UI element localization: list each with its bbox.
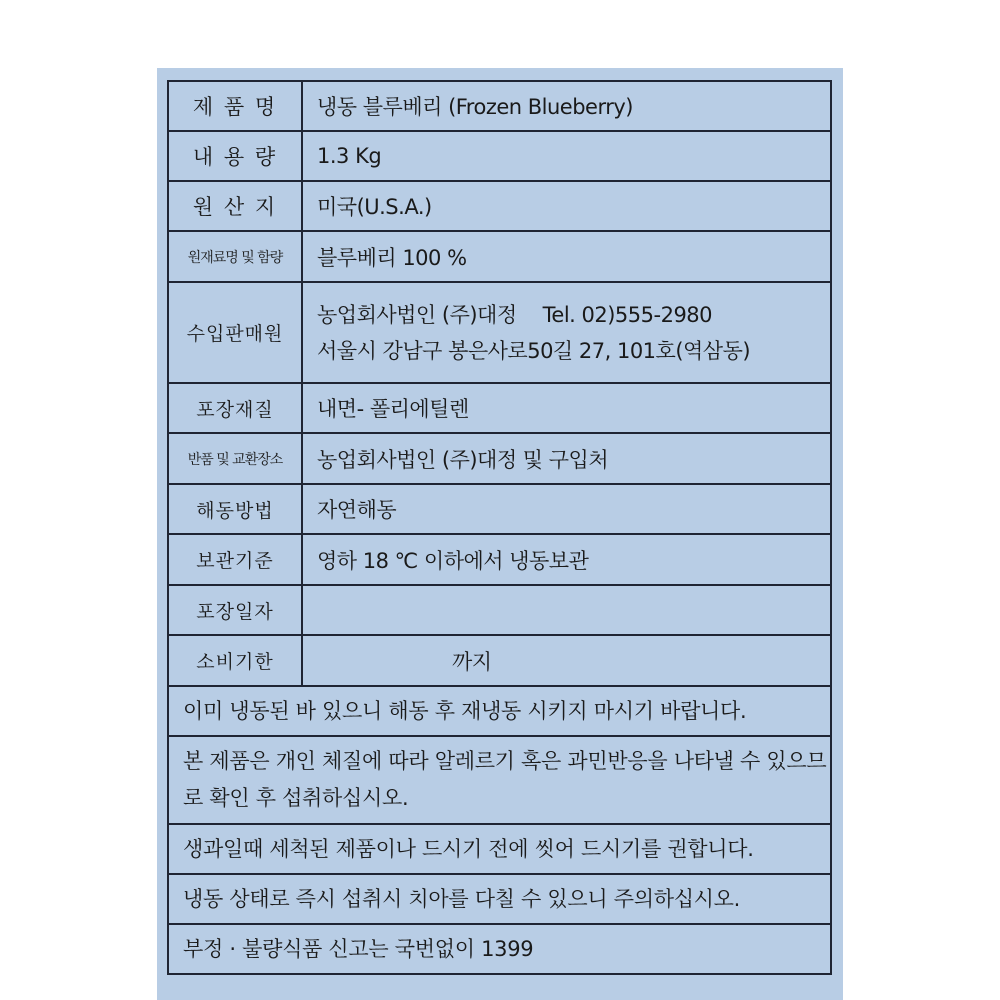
origin-label: 원 산 지 — [168, 181, 302, 231]
notice-report: 부정 · 불량식품 신고는 국번없이 1399 — [168, 924, 831, 974]
notice-refreeze: 이미 냉동된 바 있으니 해동 후 재냉동 시키지 마시기 바랍니다. — [168, 686, 831, 736]
table-row — [168, 585, 831, 635]
thaw-method-label: 해동방법 — [168, 484, 302, 534]
product-name-value: 냉동 블루베리 (Frozen Blueberry) — [302, 81, 831, 131]
pack-date-label: 포장일자 — [168, 585, 302, 635]
importer-value — [302, 282, 831, 383]
origin-value: 미국(U.S.A.) — [302, 181, 831, 231]
table-row — [168, 433, 831, 484]
table-row — [168, 874, 831, 924]
product-name-label: 제 품 명 — [168, 81, 302, 131]
expiry-value — [302, 635, 831, 686]
ingredients-value: 블루베리 100 % — [302, 231, 831, 282]
notice-allergy: 본 제품은 개인 체질에 따라 알레르기 혹은 과민반응을 나타낼 수 있으므로 확인 후 섭취하십시오. — [168, 736, 831, 824]
storage-label: 보관기준 — [168, 534, 302, 585]
importer-tel: Tel. 02)555-2980 — [542, 302, 713, 327]
table-row — [168, 534, 831, 585]
expiry-label: 소비기한 — [168, 635, 302, 686]
packaging-value: 내면- 폴리에틸렌 — [302, 383, 831, 433]
importer-address: 서울시 강남구 봉은사로50길 27, 101호(역삼동) — [317, 338, 751, 363]
table-row — [168, 686, 831, 736]
importer-company: 농업회사법인 (주)대정 — [317, 302, 517, 327]
net-weight-label: 내 용 량 — [168, 131, 302, 181]
table-row — [168, 924, 831, 974]
table-row — [168, 282, 831, 383]
storage-value: 영하 18 ℃ 이하에서 냉동보관 — [302, 534, 831, 585]
pack-date-value — [302, 585, 831, 635]
packaging-label: 포장재질 — [168, 383, 302, 433]
return-place-label: 반품 및 교환장소 — [168, 433, 302, 484]
return-place-value: 농업회사법인 (주)대정 및 구입처 — [302, 433, 831, 484]
expiry-suffix: 까지 — [452, 649, 492, 674]
importer-company-line — [317, 297, 830, 333]
table-row — [168, 736, 831, 824]
product-info-table — [167, 80, 832, 975]
table-row — [168, 383, 831, 433]
table-row — [168, 181, 831, 231]
net-weight-value: 1.3 Kg — [302, 131, 831, 181]
notice-wash: 생과일때 세척된 제품이나 드시기 전에 씻어 드시기를 권합니다. — [168, 824, 831, 874]
table-row — [168, 484, 831, 534]
table-row — [168, 824, 831, 874]
table-row — [168, 131, 831, 181]
table-row — [168, 81, 831, 131]
table-row — [168, 635, 831, 686]
thaw-method-value: 자연해동 — [302, 484, 831, 534]
notice-teeth: 냉동 상태로 즉시 섭취시 치아를 다칠 수 있으니 주의하십시오. — [168, 874, 831, 924]
importer-label: 수입판매원 — [168, 282, 302, 383]
ingredients-label: 원재료명 및 함량 — [168, 231, 302, 282]
table-row — [168, 231, 831, 282]
